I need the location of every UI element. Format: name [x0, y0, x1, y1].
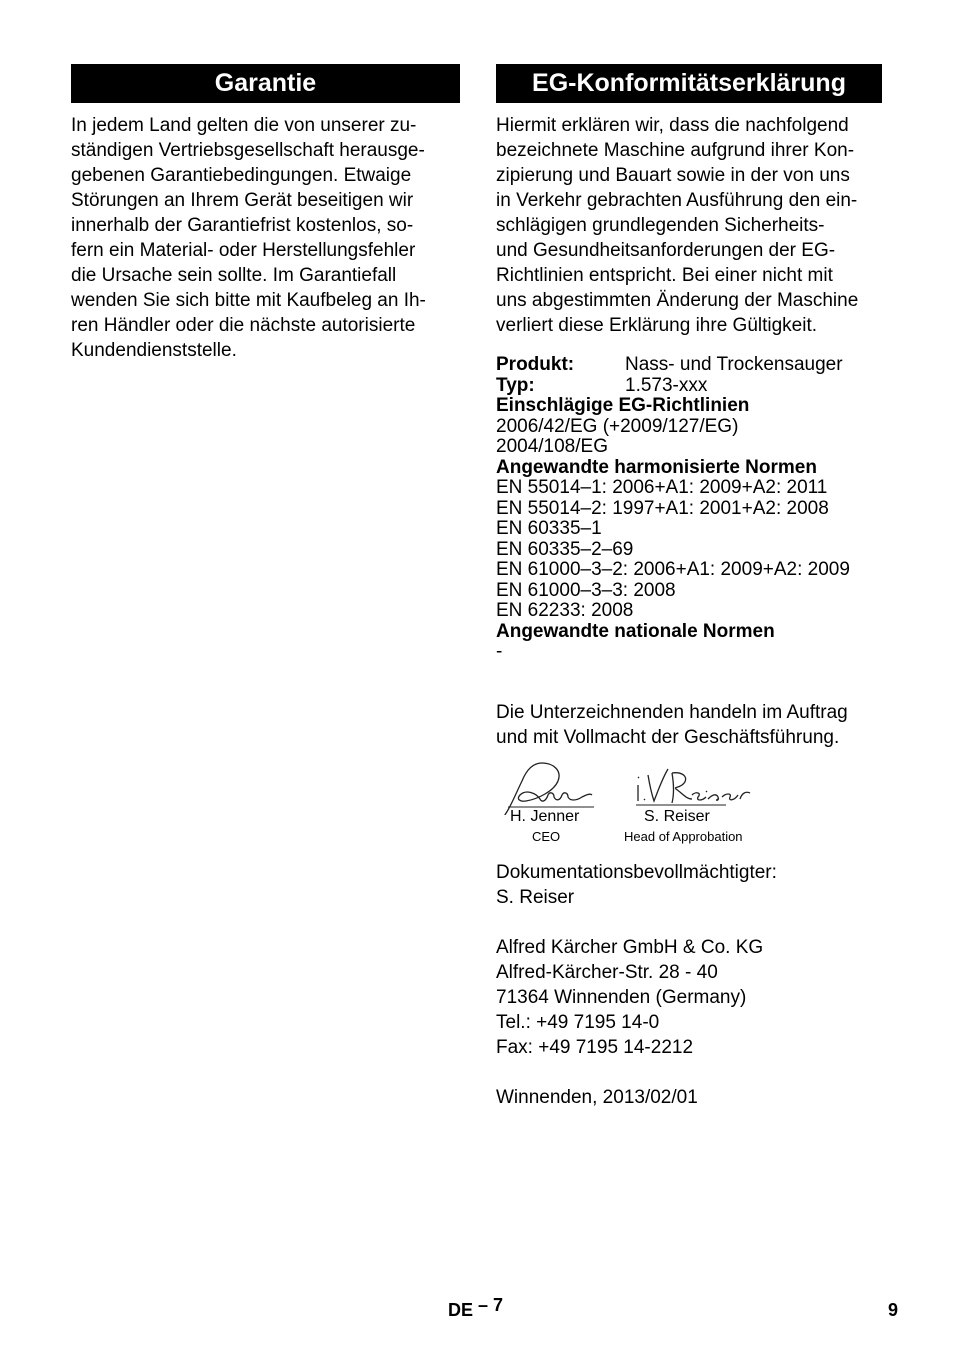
conformity-section	[496, 64, 882, 338]
national-value: -	[496, 641, 503, 662]
address-line: 71364 Winnenden (Germany)	[496, 987, 747, 1008]
standard-item: EN 55014–2: 1997+A1: 2001+A2: 2008	[496, 497, 829, 519]
standard-item: EN 62233: 2008	[496, 600, 634, 621]
type-value: 1.573-xxx	[625, 374, 708, 396]
standard-item: EN 61000–3–2: 2006+A1: 2009+A2: 2009	[496, 559, 850, 580]
directive-item: 2004/108/EG	[496, 436, 608, 457]
garantie-heading: Garantie	[71, 64, 460, 103]
signatory-name: S. Reiser	[644, 808, 710, 825]
standard-item: EN 60335–2–69	[496, 538, 634, 560]
harmonised-heading: Angewandte harmonisierte Normen	[496, 456, 817, 478]
signing-note: Die Unterzeichnenden handeln im Auftrag und mit Vollmacht der Geschäftsführung.	[496, 702, 848, 748]
documentation-representative	[496, 860, 896, 910]
conformity-heading: EG-Konformitätserklärung	[496, 64, 882, 103]
doc-rep-name: S. Reiser	[496, 887, 575, 908]
signatory-role: CEO	[532, 829, 561, 844]
conformity-intro: Hiermit erklären wir, dass die nachfolgend bezeichnete Maschine aufgrund ihrer Kon- zipierung und Bauart sowie in der von uns in Verkehr gebrachten Ausführung den ein- schlägigen grundlegenden Sicherheits- und Gesundheitsanforderungen der EG- Richtlinien entspricht. Bei einer nicht mit uns abgestimmten Änderung der Maschine verliert diese Erklärung ihre Gültigkeit.	[496, 115, 859, 336]
product-row	[496, 355, 896, 376]
product-label: Produkt:	[496, 354, 575, 375]
address-line: Tel.: +49 7195 14-0	[496, 1012, 660, 1033]
signature-reiser-icon	[496, 755, 766, 815]
garantie-section	[71, 64, 460, 363]
standard-item: EN 60335–1	[496, 518, 602, 539]
footer-language	[448, 1295, 504, 1321]
standard-item: EN 61000–3–3: 2008	[496, 579, 676, 601]
address-line: Alfred-Kärcher-Str. 28 - 40	[496, 962, 718, 983]
signatory-role: Head of Approbation	[624, 829, 743, 844]
product-specs	[496, 355, 896, 663]
signatory-name: H. Jenner	[510, 808, 580, 825]
type-label: Typ:	[496, 374, 535, 396]
directive-item: 2006/42/EG (+2009/127/EG)	[496, 415, 739, 437]
signature-area	[496, 755, 766, 850]
place-date: Winnenden, 2013/02/01	[496, 1087, 698, 1108]
footer-page-number: 9	[888, 1300, 899, 1320]
address-line: Fax: +49 7195 14-2212	[496, 1037, 694, 1058]
company-address	[496, 935, 896, 1060]
doc-rep-label: Dokumentationsbevollmächtigter:	[496, 862, 777, 883]
standard-item: EN 55014–1: 2006+A1: 2009+A2: 2011	[496, 477, 828, 498]
footer-lang-code: DE	[448, 1300, 474, 1320]
product-value: Nass- und Trockensauger	[625, 354, 843, 375]
type-row	[496, 376, 896, 397]
footer-section-page: – 7	[478, 1295, 504, 1315]
address-line: Alfred Kärcher GmbH & Co. KG	[496, 937, 764, 958]
directives-heading: Einschlägige EG-Richtlinien	[496, 395, 750, 416]
national-heading: Angewandte nationale Normen	[496, 620, 775, 642]
garantie-text: In jedem Land gelten die von unserer zu- ständigen Vertriebsgesellschaft herausge- gebenen Garantiebedingungen. Etwaige Störungen an Ihrem Gerät beseitigen wir innerhalb der Garantiefrist kostenlos, so- fern ein Material- oder Herstellungsfehler die Ursache sein sollte. Im Garantiefall wenden Sie sich bitte mit Kaufbeleg an Ih- ren Händler oder die nächste autorisierte Kundendienststelle.	[71, 115, 426, 361]
